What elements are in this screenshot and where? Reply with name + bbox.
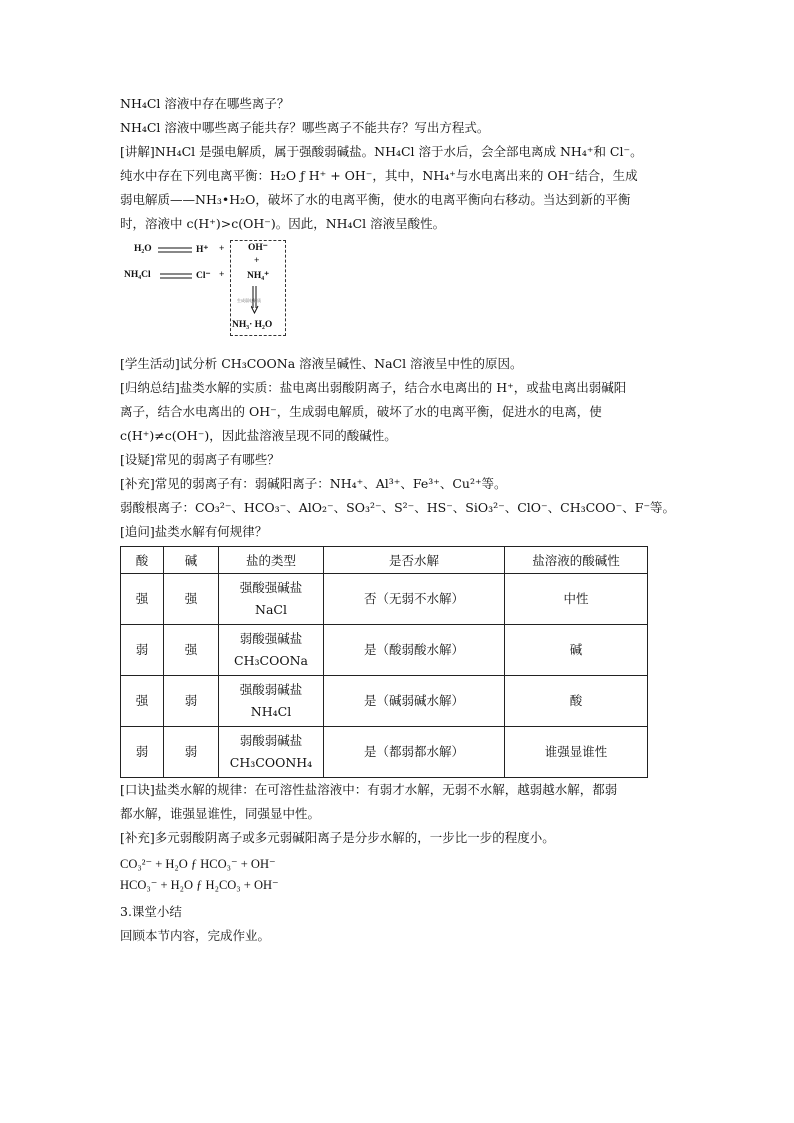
table-header: 盐的类型 [219,547,324,574]
table-cell: 弱 [164,727,219,778]
table-cell [219,676,324,727]
table-row [121,727,648,778]
summary-line-3: c(H⁺)≠c(OH⁻)，因此盐溶液呈现不同的酸碱性。 [120,428,397,443]
table-cell: 中性 [505,574,648,625]
table-cell: 是（酸弱酸水解） [324,625,505,676]
box-nh4: NH₄⁺ [247,271,270,281]
table-row [121,676,648,727]
salt-type: 强酸弱碱盐 [239,682,303,697]
equation-1: CO₃²⁻ + H₂O ƒ HCO₃⁻ + OH⁻ [120,857,276,871]
table-header: 盐溶液的酸碱性 [505,547,648,574]
ionization-arrow-icon [160,272,194,280]
summary-line-1: [归纳总结]盐类水解的实质：盐电离出弱酸阴离子，结合水电离出的 H⁺，或盐电离出弱碱阳 [120,380,627,395]
diagram-cl-minus: Cl⁻ [196,271,211,281]
homework-line: 回顾本节内容，完成作业。 [120,928,271,943]
salt-example: NaCl [255,602,287,617]
table-header-row [121,547,648,574]
rhyme-line-1: [口诀]盐类水解的规律：在可溶性盐溶液中：有弱才水解，无弱不水解，越弱越水解，都弱 [120,782,618,797]
table-cell [219,574,324,625]
student-activity: [学生活动]试分析 CH₃COONa 溶液呈碱性、NaCl 溶液呈中性的原因。 [120,356,523,371]
diagram-plus-1: + [219,244,225,254]
table-row [121,625,648,676]
explain-line-2: 纯水中存在下列电离平衡：H₂O ƒ H⁺ + OH⁻，其中，NH₄⁺与水电离出来的 OH⁻结合，生成 [120,168,638,183]
salt-type: 弱酸弱碱盐 [239,733,303,748]
table-cell: 弱 [164,676,219,727]
table-header: 碱 [164,547,219,574]
question-line-2: NH₄Cl 溶液中哪些离子能共存？哪些离子不能共存？写出方程式。 [120,120,490,135]
question-weak-ions: [设疑]常见的弱离子有哪些？ [120,452,280,467]
document-page [120,92,680,948]
arrow-note: 生成弱电解质 [237,298,261,303]
explain-line-4: 时，溶液中 c(H⁺)>c(OH⁻)。因此，NH₄Cl 溶液呈酸性。 [120,216,446,231]
table-cell: 是（都弱都水解） [324,727,505,778]
supplement-line-2: 弱酸根离子：CO₃²⁻、HCO₃⁻、AlO₂⁻、SO₃²⁻、S²⁻、HS⁻、SiO₃²⁻、ClO⁻、CH₃COO⁻、F⁻等。 [120,500,676,515]
table-cell: 是（碱弱碱水解） [324,676,505,727]
rhyme-line-2: 都水解，谁强显谁性，同强显中性。 [120,806,321,821]
table-cell: 谁强显谁性 [505,727,648,778]
diagram-nh4cl: NH₄Cl [124,270,151,280]
table-cell: 强 [164,625,219,676]
equilibrium-arrow-icon [158,246,194,254]
table-cell: 碱 [505,625,648,676]
salt-type: 弱酸强碱盐 [239,631,303,646]
hydrolysis-diagram [120,238,680,346]
table-cell: 强 [121,574,164,625]
box-product: NH₃· H₂O [232,320,273,330]
diagram-h2o: H₂O [134,244,152,254]
table-cell [219,625,324,676]
table-cell: 弱 [121,625,164,676]
question-line-1: NH₄Cl 溶液中存在哪些离子？ [120,96,290,111]
box-plus: + [254,256,260,266]
table-cell: 弱 [121,727,164,778]
table-cell [219,727,324,778]
follow-up-question: [追问]盐类水解有何规律？ [120,524,268,539]
supplement-line-3: [补充]多元弱酸阴离子或多元弱碱阳离子是分步水解的，一步比一步的程度小。 [120,830,555,845]
table-cell: 强 [164,574,219,625]
salt-type: 强酸强碱盐 [239,580,303,595]
supplement-line-1: [补充]常见的弱离子有：弱碱阳离子：NH₄⁺、Al³⁺、Fe³⁺、Cu²⁺等。 [120,476,507,491]
hydrolysis-rules-table [120,546,648,778]
table-header: 酸 [121,547,164,574]
table-header: 是否水解 [324,547,505,574]
table-cell: 酸 [505,676,648,727]
table-row [121,574,648,625]
salt-example: CH₃COONH₄ [229,755,313,770]
table-cell: 否（无弱不水解） [324,574,505,625]
salt-example: CH₃COONa [234,653,308,668]
explain-line-1: [讲解]NH₄Cl 是强电解质，属于强酸弱碱盐。NH₄Cl 溶于水后，会全部电离成 NH₄⁺和 Cl⁻。 [120,144,643,159]
salt-example: NH₄Cl [250,704,292,719]
equation-2: HCO₃⁻ + H₂O ƒ H₂CO₃ + OH⁻ [120,878,279,892]
explain-line-3: 弱电解质——NH₃•H₂O，破坏了水的电离平衡，使水的电离平衡向右移动。当达到新的平衡 [120,192,631,207]
summary-line-2: 离子，结合水电离出的 OH⁻，生成弱电解质，破坏了水的电离平衡，促进水的电离，使 [120,404,602,419]
section-heading: 3.课堂小结 [120,904,182,919]
box-oh: OH⁻ [248,243,268,253]
table-cell: 强 [121,676,164,727]
diagram-h-plus: H⁺ [196,245,209,255]
diagram-plus-2: + [219,270,225,280]
